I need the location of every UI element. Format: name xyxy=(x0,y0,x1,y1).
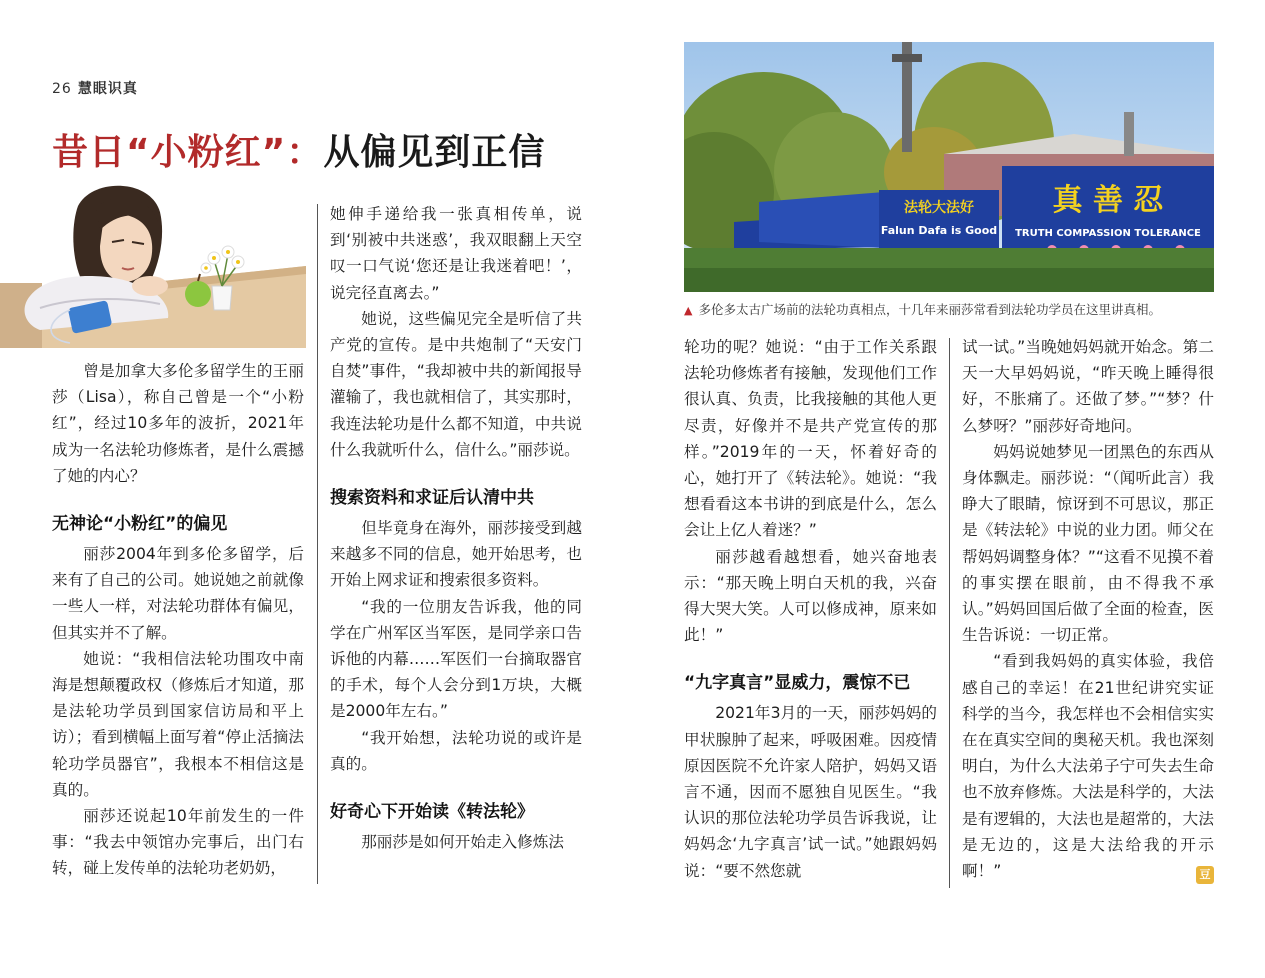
banner-text-falun-dafa-en: Falun Dafa is Good xyxy=(880,224,998,237)
section-heading: “九字真言”显威力，震惊不已 xyxy=(684,673,911,694)
photo-truth-site xyxy=(684,42,1214,292)
paragraph: 丽莎还说起10年前发生的一件事：“我去中领馆办完事后，出门右转，碰上发传单的法轮功老奶奶， xyxy=(52,807,304,878)
column-3 xyxy=(684,334,937,884)
paragraph: 2021年3月的一天，丽莎妈妈的甲状腺肿了起来，呼吸困难。因疫情原因医院不允许家人陪护，妈妈又语言不通，因而不愿独自见医生。“我认识的那位法轮功学员告诉我说，让妈妈念‘九字真言’试一试。”她跟妈妈说：“要不然您就 xyxy=(684,704,937,880)
column-divider xyxy=(317,204,318,884)
paragraph: “我的一位朋友告诉我，他的同学在广州军区当军医，是同学亲口告诉他的内幕……军医们一台摘取器官的手术，每个人会分到1万块，大概是2000年左右。” xyxy=(330,597,582,721)
paragraph: 轮功的呢？她说：“由于工作关系跟法轮功修炼者有接触，发现他们工作很认真、负责，比我接触的其他人更尽责，好像并不是共产党宣传的那样。”2019年的一天，怀着好奇的心，她打开了《转法轮》。她说：“我想看看这本书讲的到底是什么，怎么会让上亿人着迷？” xyxy=(684,338,937,540)
title-part-red: 昔日“小粉红”： xyxy=(52,132,324,173)
caption-triangle-icon: ▲ xyxy=(684,304,693,317)
paragraph: 但毕竟身在海外，丽莎接受到越来越多不同的信息，她开始思考，也开始上网求证和搜索很多资料。 xyxy=(330,519,582,590)
section-heading: 搜索资料和求证后认清中共 xyxy=(330,488,534,509)
column-2 xyxy=(330,201,582,855)
end-mark-icon: 豆 xyxy=(1196,866,1214,884)
paragraph: 她说，这些偏见完全是听信了共产党的宣传。是中共炮制了“天安门自焚”事件，“我却被中共的新闻报导灌输了，我也就相信了，其实那时，我连法轮功是什么都不知道，中共说什么我就听什么，信什么。”丽莎说。 xyxy=(330,309,582,459)
article-title xyxy=(52,124,545,175)
page-header xyxy=(52,78,138,98)
section-heading: 无神论“小粉红”的偏见 xyxy=(52,514,228,535)
paragraph: “看到我妈妈的真实体验，我倍感自己的幸运！在21世纪讲究实证科学的当今，我怎样也不会相信实实在在真实空间的奥秘天机。我也深刻明白，为什么大法弟子宁可失去生命也不放弃修炼。大法是科学的，大法是有逻辑的，大法也是超常的，大法是无边的，这是大法给我的开示啊！” xyxy=(962,652,1214,881)
paragraph: 她伸手递给我一张真相传单，说到‘别被中共迷惑’，我双眼翻上天空叹一口气说‘您还是让我迷着吧！’，说完径直离去。” xyxy=(330,205,582,302)
section-name: 慧眼识真 xyxy=(77,81,138,97)
paragraph: 她说：“我相信法轮功围攻中南海是想颠覆政权（修炼后才知道，那是法轮功学员到国家信访局和平上访）；看到横幅上面写着“停止活摘法轮功学员器官”，我根本不相信这是真的。 xyxy=(52,649,304,799)
photo-caption xyxy=(684,300,1214,318)
paragraph: “我开始想，法轮功说的或许是真的。 xyxy=(330,728,582,773)
banner-text-zhen-shan-ren: 真 善 忍 xyxy=(1052,183,1164,218)
page-number: 26 xyxy=(52,81,72,97)
title-part-black: 从偏见到正信 xyxy=(323,132,546,173)
banner-text-tct-en: TRUTH COMPASSION TOLERANCE xyxy=(1015,228,1201,239)
paragraph: 试一试。”当晚她妈妈就开始念。第二天一大早妈妈说，“昨天晚上睡得很好，不胀痛了。还做了梦。”“梦？什么梦呀？”丽莎好奇地问。 xyxy=(962,338,1214,435)
paragraph: 丽莎越看越想看，她兴奋地表示：“那天晚上明白天机的我，兴奋得大哭大笑。人可以修成神，原来如此！” xyxy=(684,547,937,645)
banner-text-falun-dafa-hao: 法轮大法好 xyxy=(904,200,974,216)
section-heading: 好奇心下开始读《转法轮》 xyxy=(330,802,534,823)
column-1 xyxy=(52,358,304,882)
paragraph: 那丽莎是如何开始走入修炼法 xyxy=(361,833,564,852)
paragraph: 丽莎2004年到多伦多留学，后来有了自己的公司。她说她之前就像一些人一样，对法轮功群体有偏见，但其实并不了解。 xyxy=(52,545,304,642)
caption-text: 多伦多太古广场前的法轮功真相点，十几年来丽莎常看到法轮功学员在这里讲真相。 xyxy=(698,302,1161,317)
illustration-girl-at-desk xyxy=(0,178,306,348)
paragraph: 妈妈说她梦见一团黑色的东西从身体飘走。丽莎说：“（闻听此言）我睁大了眼睛，惊讶到不可思议，那正是《转法轮》中说的业力团。师父在帮妈妈调整身体？”“这看不见摸不着的事实摆在眼前，由不得我不承认。”妈妈回国后做了全面的检查，医生告诉说：一切正常。 xyxy=(962,442,1214,645)
column-4 xyxy=(962,334,1214,884)
intro-paragraph: 曾是加拿大多伦多留学生的王丽莎（Lisa），称自己曾是一个“小粉红”，经过10多年的波折，2021年成为一名法轮功修炼者，是什么震撼了她的内心？ xyxy=(52,362,304,485)
column-divider xyxy=(949,338,950,888)
